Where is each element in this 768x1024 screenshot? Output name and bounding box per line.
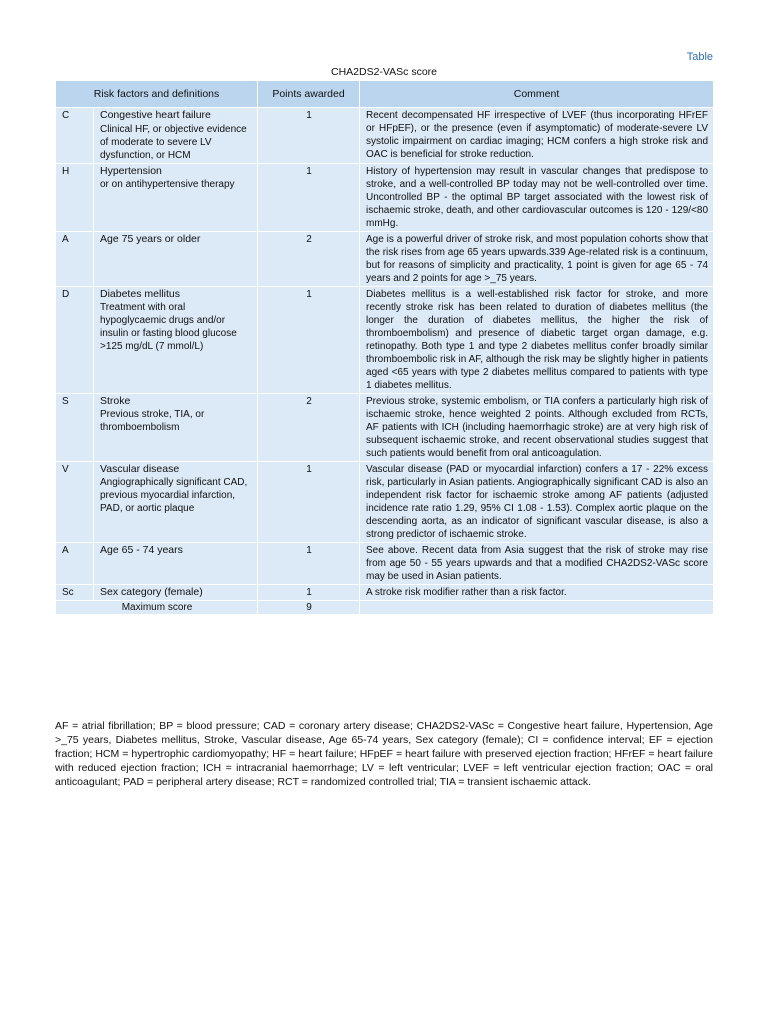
risk-comment: Diabetes mellitus is a well-established risk factor for stroke, and more recently stroke risk has been related to duration of diabetes mellitus (the longer the duration of diabetes mellitus, the higher the risk of thromboembolism) and presence of diabetic target organ damage, e.g. retinopathy. Both type 1 and type 2 diabetes mellitus confer broadly similar thromboembolic risk in AF, although the risk may be slightly higher in patients aged <65 years with type 2 diabetes mellitus compared to patients with type 1 diabetes mellitus. (360, 286, 714, 393)
risk-letter: C (56, 108, 94, 164)
risk-factor-name: Diabetes mellitus (100, 287, 180, 300)
risk-factor-cell (94, 108, 258, 164)
risk-comment: Age is a powerful driver of stroke risk, and most population cohorts show that the risk rises from age 65 years upwards.339 Age-related risk is a continuum, but for reasons of simplicity and practicality, 1 point is given for age 65 - 74 years and 2 points for age >_75 years. (360, 231, 714, 286)
max-score-label: Maximum score (56, 601, 258, 615)
table-row (56, 393, 714, 461)
header-risk-factors: Risk factors and definitions (56, 81, 258, 108)
risk-letter: A (56, 542, 94, 584)
risk-factor-definition: Angiographically significant CAD, previous myocardial infarction, PAD, or aortic plaque (100, 477, 248, 515)
max-score-comment (360, 601, 714, 615)
risk-factor-cell (94, 393, 258, 461)
points-awarded: 1 (258, 461, 360, 542)
table-caption: CHA2DS2-VASc score (330, 66, 437, 78)
risk-letter: D (56, 286, 94, 393)
risk-factor-definition: or on antihypertensive therapy (100, 179, 235, 191)
points-awarded: 1 (258, 163, 360, 231)
risk-factor-name: Congestive heart failure (100, 109, 211, 121)
risk-factor-cell (94, 286, 258, 393)
risk-letter: A (56, 231, 94, 286)
table-body (56, 108, 714, 615)
risk-factor-name: Sex category (female) (100, 585, 203, 598)
risk-comment: Vascular disease (PAD or myocardial infarction) confers a 17 - 22% excess risk, particularly in Asian patients. Angiographically significant CAD is also an independent risk factor for ischaemic stroke among AF patients (adjusted incidence rate ratio 1.29, 95% CI 1.08 - 1.53). Complex aortic plaque on the descending aorta, as an indicator of significant vascular disease, is also a strong predictor of ischaemic stroke. (360, 461, 714, 542)
points-awarded: 1 (258, 584, 360, 601)
risk-letter: Sc (56, 584, 94, 601)
risk-comment: History of hypertension may result in vascular changes that predispose to stroke, and a well-controlled BP today may not be well-controlled over time. Uncontrolled BP - the optimal BP target associated with the lowest risk of ischaemic stroke, death, and other cardiovascular outcomes is 120 - 129/<80 mmHg. (360, 163, 714, 231)
max-score-row (56, 601, 714, 615)
risk-factor-name: Age 75 years or older (100, 232, 201, 245)
risk-factor-cell (94, 461, 258, 542)
table-header-row (56, 81, 714, 108)
risk-factor-cell (94, 231, 258, 286)
points-awarded: 2 (258, 231, 360, 286)
risk-factor-name: Age 65 - 74 years (100, 543, 183, 556)
risk-letter: H (56, 163, 94, 231)
table-row (56, 461, 714, 542)
header-comment: Comment (360, 81, 714, 108)
risk-factor-definition: Clinical HF, or objective evidence of moderate to severe LV dysfunction, or HCM (100, 123, 247, 161)
risk-comment: See above. Recent data from Asia suggest that the risk of stroke may rise from age 50 - 55 years upwards and that a modified CHA2DS2-VASc score may be used in Asian patients. (360, 542, 714, 584)
points-awarded: 1 (258, 108, 360, 164)
points-awarded: 2 (258, 393, 360, 461)
risk-letter: V (56, 461, 94, 542)
risk-factor-name: Hypertension (100, 164, 162, 177)
risk-factor-definition: Previous stroke, TIA, or thromboembolism (100, 409, 205, 434)
table-row (56, 231, 714, 286)
risk-letter: S (56, 393, 94, 461)
table-link[interactable]: Table (686, 51, 713, 63)
risk-comment: A stroke risk modifier rather than a risk factor. (360, 584, 714, 601)
table-row (56, 584, 714, 601)
cha2ds2-vasc-table (55, 80, 714, 615)
max-score-value: 9 (258, 601, 360, 615)
risk-factor-name: Stroke (100, 394, 131, 407)
points-awarded: 1 (258, 542, 360, 584)
risk-factor-name: Vascular disease (100, 462, 180, 475)
risk-factor-cell (94, 542, 258, 584)
table-row (56, 163, 714, 231)
points-awarded: 1 (258, 286, 360, 393)
table-row (56, 286, 714, 393)
abbreviations-footnote: AF = atrial fibrillation; BP = blood pressure; CAD = coronary artery disease; CHA2DS2-VASc = Congestive heart failure, Hypertension, Age >_75 years, Diabetes mellitus, Stroke, Vascular disease, Age 65-74 years, Sex category (female); CI = confidence interval; EF = ejection fraction; HCM = hypertrophic cardiomyopathy; HF = heart failure; HFpEF = heart failure with preserved ejection fraction; HFrEF = heart failure with reduced ejection fraction; ICH = intracranial haemorrhage; LV = left ventricular; LVEF = left ventricular ejection fraction; OAC = oral anticoagulant; PAD = peripheral artery disease; RCT = randomized controlled trial; TIA = transient ischaemic attack. (55, 720, 713, 789)
risk-comment: Recent decompensated HF irrespective of LVEF (thus incorporating HFrEF or HFpEF), or the presence (even if asymptomatic) of moderate-severe LV systolic impairment on cardiac imaging; HCM confers a high stroke risk and OAC is beneficial for stroke reduction. (360, 108, 714, 164)
risk-comment: Previous stroke, systemic embolism, or TIA confers a particularly high risk of ischaemic stroke, hence weighted 2 points. Although excluded from RCTs, AF patients with ICH (including haemorrhagic stroke) are at very high risk of subsequent ischaemic stroke, and recent observational studies suggest that such patients would benefit from oral anticoagulation. (360, 393, 714, 461)
header-points: Points awarded (258, 81, 360, 108)
risk-factor-definition: Treatment with oral hypoglycaemic drugs and/or insulin or fasting blood glucose >125 mg/dL (7 mmol/L) (100, 302, 237, 353)
risk-factor-cell (94, 163, 258, 231)
risk-factor-cell (94, 584, 258, 601)
table-row (56, 542, 714, 584)
table-row (56, 108, 714, 164)
